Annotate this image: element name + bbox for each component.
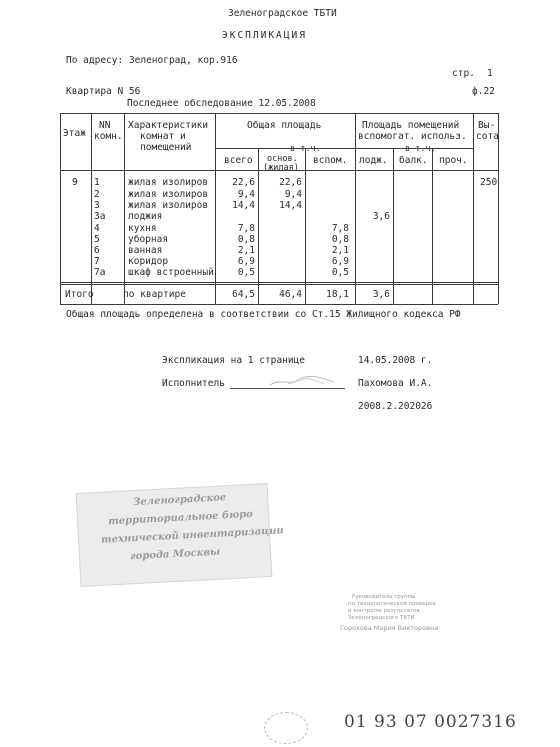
header-room-number-2: комн. [94,131,123,142]
area-note: Общая площадь определена в соответствии со Ст.15 Жилищного кодекса РФ [66,309,461,320]
registration-number: 2008.2.202026 [358,401,433,412]
area-all: 6,9 [237,256,255,267]
area-aux: 6,9 [331,256,349,267]
area-all: 7,8 [237,223,255,234]
total-area-all: 64,5 [232,289,255,300]
last-survey-date: Последнее обследование 12.05.2008 [127,98,316,109]
header-auxiliary: вспом. [313,155,348,166]
document-title: ЭКСПЛИКАЦИЯ [222,30,307,41]
area-aux: 2,1 [331,245,349,256]
seal-line-5: Горохова Мария Викторовна [340,624,439,632]
area-all: 0,5 [237,267,255,278]
header-floor: Этаж [63,128,86,139]
header-main-1: основ. [267,154,298,164]
total-area-main: 46,4 [279,289,302,300]
area-aux: 0,5 [331,267,349,278]
area-all: 22,6 [232,177,255,188]
room-name: кухня [128,223,157,234]
total-label: Итого [65,289,94,300]
header-height-1: Вы- [478,120,496,131]
room-number: 4 [94,223,100,234]
room-name: уборная [128,234,169,245]
total-sublabel: по квартире [123,289,186,300]
header-room-number-1: NN [99,120,111,131]
header-characteristics-2: комнат и [140,131,186,142]
executor-label: Исполнитель [162,378,225,389]
signature-line [230,388,345,389]
room-number: 5 [94,234,100,245]
seal-line-1: Руководитель группы [352,594,416,600]
seal-line-2: по технологической проверке [348,601,436,607]
organization-name: Зеленоградское ТБТИ [228,8,337,19]
room-number: 6 [94,245,100,256]
room-name: коридор [128,256,169,267]
height-value: 250 [480,177,498,188]
header-all: всего [224,155,253,166]
header-aux-area-1: Площадь помещений [362,120,460,131]
header-including: в т.ч. [290,144,321,154]
stamp-line-3: технической инвентаризации [100,525,285,546]
bureau-stamp [76,483,285,587]
area-loggia: 3,6 [372,211,390,222]
total-area-aux: 18,1 [326,289,349,300]
floor-value: 9 [72,177,78,188]
area-aux: 7,8 [331,223,349,234]
area-main: 14,4 [279,200,302,211]
seal-line-4: Зеленоградского ТБТИ [348,615,415,621]
room-name: ванная [128,245,163,256]
stamp-line-2: территориальное бюро [107,508,254,528]
room-number: 7 [94,256,100,267]
executor-name: Пахомова И.А. [358,378,433,389]
apartment-number: Квартира N 56 [66,86,141,97]
area-aux: 0,8 [331,234,349,245]
header-other: проч. [439,155,468,166]
stamp-line-1: Зеленоградское [132,492,227,509]
header-including-2: в т.ч. [405,144,436,154]
area-all: 9,4 [237,189,255,200]
area-main: 22,6 [279,177,302,188]
header-characteristics-3: помещений [140,142,192,153]
header-main-2: (жилая) [263,163,299,173]
header-loggia: лодж. [359,155,388,166]
total-area-loggia: 3,6 [372,289,390,300]
room-name: жилая изолиров [128,177,209,188]
header-height-2: сота [476,131,499,142]
stamp-line-4: города Москвы [129,546,221,563]
area-main: 9,4 [284,189,302,200]
room-number: 7а [94,267,106,278]
header-aux-area-2: вспомогат. использ. [358,131,467,142]
room-number: 1 [94,177,100,188]
page-number: 1 [487,68,493,79]
approval-seal [338,594,478,634]
page-label: стр. [452,68,475,79]
seal-line-3: и контролю результатов [348,608,420,614]
area-all: 2,1 [237,245,255,256]
room-name: жилая изолиров [128,189,209,200]
signature-mark [268,374,338,388]
explication-date: 14.05.2008 г. [358,355,433,366]
room-name: жилая изолиров [128,200,209,211]
area-all: 0,8 [237,234,255,245]
header-total-area: Общая площадь [247,120,322,131]
room-name: шкаф встроенный [128,267,214,278]
room-number: 3а [94,211,106,222]
room-number: 2 [94,189,100,200]
header-balcony: балк. [399,155,428,166]
page-count-text: Экспликация на 1 странице [162,355,305,366]
watermark-rosette-icon [264,712,308,744]
room-name: лоджия [128,211,163,222]
folio-number: ф.22 [472,86,495,97]
header-characteristics-1: Характеристики [128,120,209,131]
form-serial-number: 01 93 07 0027316 [344,712,517,732]
room-number: 3 [94,200,100,211]
address-label: По адресу: Зеленоград, кор.916 [66,55,238,66]
area-all: 14,4 [232,200,255,211]
